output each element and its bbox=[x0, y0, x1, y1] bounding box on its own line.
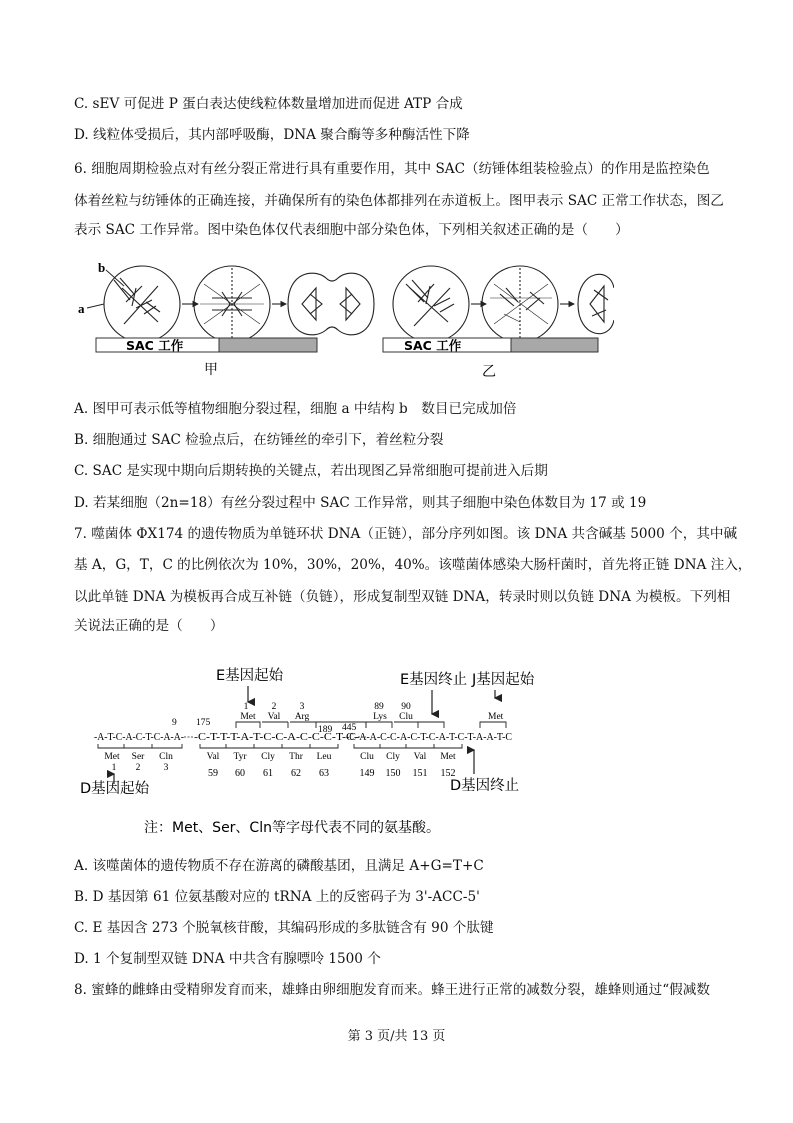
question-6-line-3: 表示 SAC 工作异常。图中染色体仅代表细胞中部分染色体，下列相关叙述正确的是（ ） bbox=[74, 222, 629, 238]
d-codon-61-aa: Cly bbox=[261, 752, 275, 762]
num-445: 445 bbox=[342, 723, 357, 733]
e-codon-1-aa: Met bbox=[240, 712, 256, 722]
option-b-q7: B. D 基因第 61 位氨基酸对应的 tRNA 上的反密码子为 3'-ACC-5' bbox=[74, 889, 480, 905]
num-175: 175 bbox=[196, 718, 211, 728]
j-codon-met: Met bbox=[488, 712, 504, 722]
num-9: 9 bbox=[172, 718, 177, 728]
figure-note: 注：Met、Ser、Cln等字母代表不同的氨基酸。 bbox=[144, 820, 440, 836]
option-d-q5: D. 线粒体受损后，其内部呼吸酶，DNA 聚合酶等多种酶活性下降 bbox=[74, 127, 470, 143]
d-codon-2-num: 2 bbox=[135, 763, 141, 773]
d-codon-61-num: 61 bbox=[263, 768, 273, 779]
d-codon-59-num: 59 bbox=[208, 768, 218, 779]
page-footer: 第 3 页/共 13 页 bbox=[347, 1029, 446, 1044]
d-codon-151-num: 151 bbox=[412, 768, 428, 779]
d-codon-62-aa: Thr bbox=[289, 752, 303, 762]
d-gene-end: D基因终止 bbox=[450, 778, 520, 794]
e-codon-89-num: 89 bbox=[374, 702, 384, 712]
sequence-middle: -C-T-T-T-A-T-C-C-A-C-C-C-T-C- bbox=[194, 732, 358, 743]
option-c-q7: C. E 基因含 273 个脱氧核苷酸，其编码形成的多肽链含有 90 个肽键 bbox=[74, 920, 494, 936]
d-codon-152-aa: Met bbox=[440, 752, 456, 762]
option-c-q6: C. SAC 是实现中期向后期转换的关键点，若出现图乙异常细胞可提前进入后期 bbox=[74, 463, 548, 479]
d-codon-60-num: 60 bbox=[235, 768, 245, 779]
e-gene-end: E基因终止 bbox=[400, 672, 468, 688]
d-codon-59-aa: Val bbox=[206, 752, 220, 762]
d-codon-151-aa: Val bbox=[413, 752, 427, 762]
sequence-right: -C-A-A-C-C-A-C-T-C-A-T-C-T-A-A-T-C bbox=[346, 732, 513, 743]
e-codon-2-aa: Val bbox=[267, 712, 281, 722]
sac-bar-left-gray bbox=[219, 338, 317, 352]
d-codon-60-aa: Tyr bbox=[233, 752, 247, 762]
option-d-q6: D. 若某细胞（2n=18）有丝分裂过程中 SAC 工作异常，则其子细胞中染色体数目为 17 或 19 bbox=[74, 495, 647, 511]
sac-label-right: SAC 工作 bbox=[404, 338, 462, 353]
question-7-line-2: 基 A，G，T，C 的比例依次为 10%，30%，20%，40%。该噬菌体感染大肠杆菌时，首先将正链 DNA 注入， bbox=[74, 557, 752, 573]
d-codon-3-aa: Cln bbox=[159, 752, 173, 762]
d-codon-150-num: 150 bbox=[385, 768, 401, 779]
e-codon-90-aa: Clu bbox=[399, 712, 413, 722]
e-codon-90-num: 90 bbox=[401, 702, 411, 712]
question-7-line-4: 关说法正确的是（ ） bbox=[74, 618, 224, 634]
option-c-q5: C. sEV 可促进 P 蛋白表达使线粒体数量增加进而促进 ATP 合成 bbox=[74, 96, 463, 112]
d-codon-149-num: 149 bbox=[359, 768, 375, 779]
cell-division-figure bbox=[74, 258, 614, 380]
d-codon-150-aa: Cly bbox=[386, 752, 400, 762]
d-codon-152-num: 152 bbox=[440, 768, 456, 779]
e-codon-1-num: 1 bbox=[243, 702, 249, 712]
question-6-line-2: 体着丝粒与纺锤体的正确连接，并确保所有的染色体都排列在赤道板上。图甲表示 SAC 正常工作状态，图乙 bbox=[74, 193, 724, 209]
d-codon-62-num: 62 bbox=[291, 768, 301, 779]
caption-yi: 乙 bbox=[482, 365, 496, 380]
label-a: a bbox=[78, 301, 85, 316]
question-6-line-1: 6. 细胞周期检验点对有丝分裂正常进行具有重要作用，其中 SAC（纺锤体组装检验点）的作用是监控染色 bbox=[74, 161, 710, 177]
num-189: 189 bbox=[318, 725, 333, 735]
caption-jia: 甲 bbox=[204, 363, 218, 378]
d-codon-1-aa: Met bbox=[104, 752, 120, 762]
d-codon-63-num: 63 bbox=[319, 768, 329, 779]
e-codon-89-aa: Lys bbox=[373, 712, 387, 722]
d-codon-3-num: 3 bbox=[163, 763, 169, 773]
e-codon-2-num: 2 bbox=[271, 702, 277, 712]
question-7-line-3: 以此单链 DNA 为模板再合成互补链（负链），形成复制型双链 DNA，转录时则以负链 DNA 为模板。下列相 bbox=[74, 589, 731, 605]
option-a-q7: A. 该噬菌体的遗传物质不存在游离的磷酸基团，且满足 A+G=T+C bbox=[74, 858, 484, 874]
sequence-left: -A-T-C-A-C-T-C-A-A- bbox=[94, 732, 184, 743]
e-codon-3-num: 3 bbox=[299, 702, 305, 712]
sac-bar-right-gray bbox=[511, 338, 598, 352]
d-gene-start: D基因起始 bbox=[80, 781, 150, 797]
dna-sequence-figure bbox=[76, 662, 546, 840]
label-b: b bbox=[98, 260, 106, 275]
e-gene-start: E基因起始 bbox=[216, 668, 284, 684]
option-b-q6: B. 细胞通过 SAC 检验点后，在纺锤丝的牵引下，着丝粒分裂 bbox=[74, 432, 444, 448]
question-7-line-1: 7. 噬菌体 ΦX174 的遗传物质为单链环状 DNA（正链），部分序列如图。该 DNA 共含碱基 5000 个，其中碱 bbox=[74, 526, 738, 542]
d-codon-149-aa: Clu bbox=[360, 752, 374, 762]
e-codon-3-aa: Arg bbox=[294, 712, 310, 722]
sac-label-left: SAC 工作 bbox=[126, 338, 184, 353]
option-d-q7: D. 1 个复制型双链 DNA 中共含有腺嘌呤 1500 个 bbox=[74, 951, 381, 967]
d-codon-63-aa: Leu bbox=[316, 752, 332, 762]
d-codon-2-aa: Ser bbox=[131, 752, 145, 762]
d-codon-1-num: 1 bbox=[111, 763, 117, 773]
question-8-line-1: 8. 蜜蜂的雌蜂由受精卵发育而来，雄蜂由卵细胞发育而来。蜂王进行正常的减数分裂，雄蜂则通过“假减数 bbox=[74, 982, 710, 998]
j-gene-start: J基因起始 bbox=[472, 672, 535, 688]
option-a-q6: A. 图甲可表示低等植物细胞分裂过程，细胞 a 中结构 b 数目已完成加倍 bbox=[74, 401, 517, 417]
